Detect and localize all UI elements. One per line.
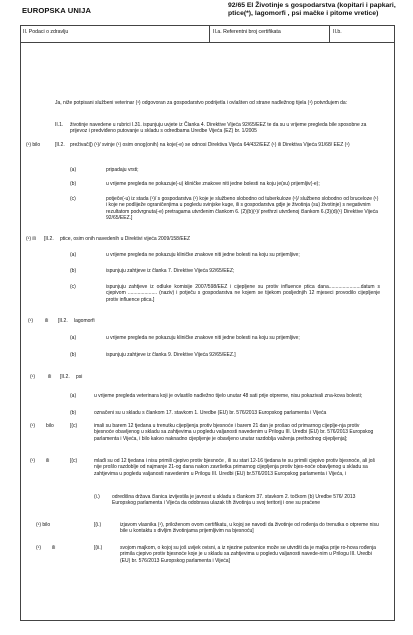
option-marker: (¹)	[30, 374, 35, 380]
item-text: imali su barem 12 tjedana u trenutku cijepljenja protiv bjesnoće i barem 21 dan je prošao od primarnog cijeplje-nja protiv bjesnoće obavljenog u skladu sa zahtjevima u pogledu valjanosti navedenim u Prilogu III. Uredbi (EU) br. 576/2013 Europskog parlamenta i Vijeća, i bilo kakvo naknadno cijepljenje je obavljeno unutar razdoblja važenja prethodnog cijepljenja];	[94, 423, 374, 442]
option-marker: (¹)	[36, 545, 41, 551]
item-letter: (b)	[70, 352, 77, 358]
option-marker-word: ili	[52, 545, 56, 551]
option-marker: (¹) bilo	[26, 142, 41, 148]
item-text: mlađi su od 12 tjedana i nisu primili cjepivo protiv bjesnoće , ili su stari 12-16 tjedana te su primili cjepivo protiv bjesnoće, ali još nije prošlo razdoblje od najmanje 21-og dana nakon završetka primarnog cijepljenja protiv bjes-noće obavljenog u skladu sa zahtjevima u pogledu valjanosti navedenim u Prilogu III. Uredbi (EU) br.576/2013 Europskog parlamenta i Vijeća, i	[94, 458, 375, 477]
option-marker: (¹)	[30, 458, 35, 464]
item-letter: (a)	[70, 252, 77, 258]
option-marker: (¹) bilo	[36, 522, 51, 528]
column-reference-number: II.a. Referentni broj certifikata	[210, 25, 330, 42]
item-letter: [(c)	[70, 423, 78, 429]
section-text: lagomorfi	[74, 318, 95, 324]
column-iib: II.b.	[333, 29, 342, 35]
section-text: preživači]) (¹)/ svinje (¹) osim onog(onih) na koje(-e) se odnosi Direktiva Vijeća 64/432/EEZ (¹) ili Direktiva Vijeća 91/68/ EEZ (¹)	[70, 142, 350, 148]
item-letter: (c)	[70, 196, 76, 202]
subitem-label: (i.)	[94, 494, 100, 500]
option-marker: (¹)	[30, 423, 35, 429]
declaration-intro: Ja, niže potpisani službeni veterinar (¹) odgovoran za gospodarstvo podrijetla i ovlašten od strane nadležnog tijela (¹) potvrđujem da:	[55, 100, 348, 106]
item-text: potječe(-u) iz stada (¹)/ s gospodarstva (¹) koje je službeno slobodno od tuberkuloze (¹)/ službeno slobodno od bruceloze (¹) i koje ne podliježe ograničenjima u pogledu svinjske kuge, ili s gospodarstva gdje je životinja (su) životinje) s negativnim rezultatom podvrgnuta(-e) pretragama utvrđenim člankom 6. (2)(b)(¹)/ prethrzi utvrđenoj člankom 6.(3)(d)(¹) Direktive Vijeća 92/65/EEZ.]	[106, 196, 379, 221]
subitem-text: svojom majkom, o kojoj su još uvijek ovisni, a iz njezine putovnice može se utvrditi da je majka prije ro-hova rođenja primila cjepivo protiv bjesnoće koje je u skladu sa zahtjevima u pogledu valjanosti navede-nim u Prilogu III. Uredbi (EU) br. 576/2013 Europskog parlamenta i Vijeća]	[120, 545, 376, 564]
header-divider	[20, 42, 395, 43]
option-marker-word: ili	[48, 374, 52, 380]
item-text: pripadaju vrsti;	[106, 167, 139, 173]
item-text: označeni su u skladu s člankom 17. stavkom 1. Uredbe (EU) br. 576/2013 Europskog parlamenta i Vijeća	[94, 410, 327, 416]
section-number: [II.2.	[60, 374, 70, 380]
item-letter: (b)	[70, 410, 77, 416]
item-text: u vrijeme pregleda ne pokazuje(-u) kliničke znakove niti jedne bolesti na koju je(su) prijemljiv(-e);	[106, 181, 320, 187]
option-marker-word: ili	[46, 458, 50, 464]
section-number: [II.2.	[44, 236, 54, 242]
item-text: u vrijeme pregleda ne pokazuju kliničke znakove niti jedne bolesti na koju su prijemljive;	[106, 252, 300, 258]
item-letter: [(c)	[70, 458, 78, 464]
item-text: ispunjuju zahtjeve iz članka 9. Direktive Vijeća 92/65/EEZ.]	[106, 352, 236, 358]
option-marker: (¹) ili	[26, 236, 36, 242]
item-text: ispunjuju zahtjeve iz odluke komisije 2007/598/EEZ i cijepljene su protiv influence ptica dana.......................datum s cjepivom ..................... (naziv) i potječu s gospodarstva ne kojem se tijekom posljednjih 12 mjeseci provodilo cijepljenje protiv influence ptica.]	[106, 284, 380, 303]
option-marker-word: bilo	[46, 423, 54, 429]
item-text: ispunjuju zahtjeve iz članka 7. Direktive Vijeća 92/65/EEZ;	[106, 268, 235, 274]
item-letter: (b)	[70, 268, 77, 274]
eu-header: EUROPSKA UNIJA	[22, 6, 92, 15]
subitem-label: [(ii.)	[94, 545, 103, 551]
item-text: u vrijeme pregleda veterinara koji je ovlastilo nadležno tijelo unutar 48 sati prije otpreme, nisu pokazivali zna-kova bolesti;	[94, 393, 363, 399]
item-letter: (a)	[70, 393, 77, 399]
section-text: ptice, osim onih navedenih u Direktivi vijeća 2009/158/EEZ	[60, 236, 191, 242]
subitem-label: [(i.)	[94, 522, 102, 528]
section-text: psi	[76, 374, 83, 380]
subitem-text: odredišna država članica izvijestila je javnost u skladu s člankom 37. stavkom 2. točkom (b) Uredbe 576/ 2013 Europskog parlamenta i Vijeća da odobrava ulazak tih životinja u svoj teritorij i one su praćene	[112, 494, 356, 507]
section-text: životinje navedene u rubrici I.31. ispunjuju uvjete iz Članka 4. Direktive Vijeća 92/65/EEZ te da su u vrijeme pregleda bile sposobne za prijevoz i predviđeno putovanje u skladu s odredbama Uredbe Vijeća (EZ) br. 1/2005	[70, 122, 367, 135]
section-number: [II.2.	[55, 142, 65, 148]
column-health-info: II. Podaci o zdravlju	[20, 25, 210, 42]
item-letter: (a)	[70, 335, 77, 341]
item-letter: (c)	[70, 284, 76, 290]
option-marker: (¹)	[28, 318, 33, 324]
option-marker-word: ili	[45, 318, 49, 324]
section-number: [II.2.	[58, 318, 68, 324]
item-letter: (a)	[70, 167, 77, 173]
certificate-model-title: 92/65 EI Životinje s gospodarstva (kopitari i papkari, ptice(*), lagomorfi , psi mačke i pitome vretice)	[228, 2, 396, 17]
item-text: u vrijeme pregleda ne pokazuju kliničke znakove niti jedne bolesti na koju su prijemljive;	[106, 335, 300, 341]
subitem-text: izjavom vlasnika (¹), priloženom ovom certifikatu, u kojoj se navodi da životinje od rođenja do trenutka o otpreme nisu bile u kontaktu s divljim životinjama prijemljivim na bjesnoću]	[120, 522, 379, 535]
item-letter: (b)	[70, 181, 77, 187]
section-number: II.1.	[55, 122, 64, 128]
